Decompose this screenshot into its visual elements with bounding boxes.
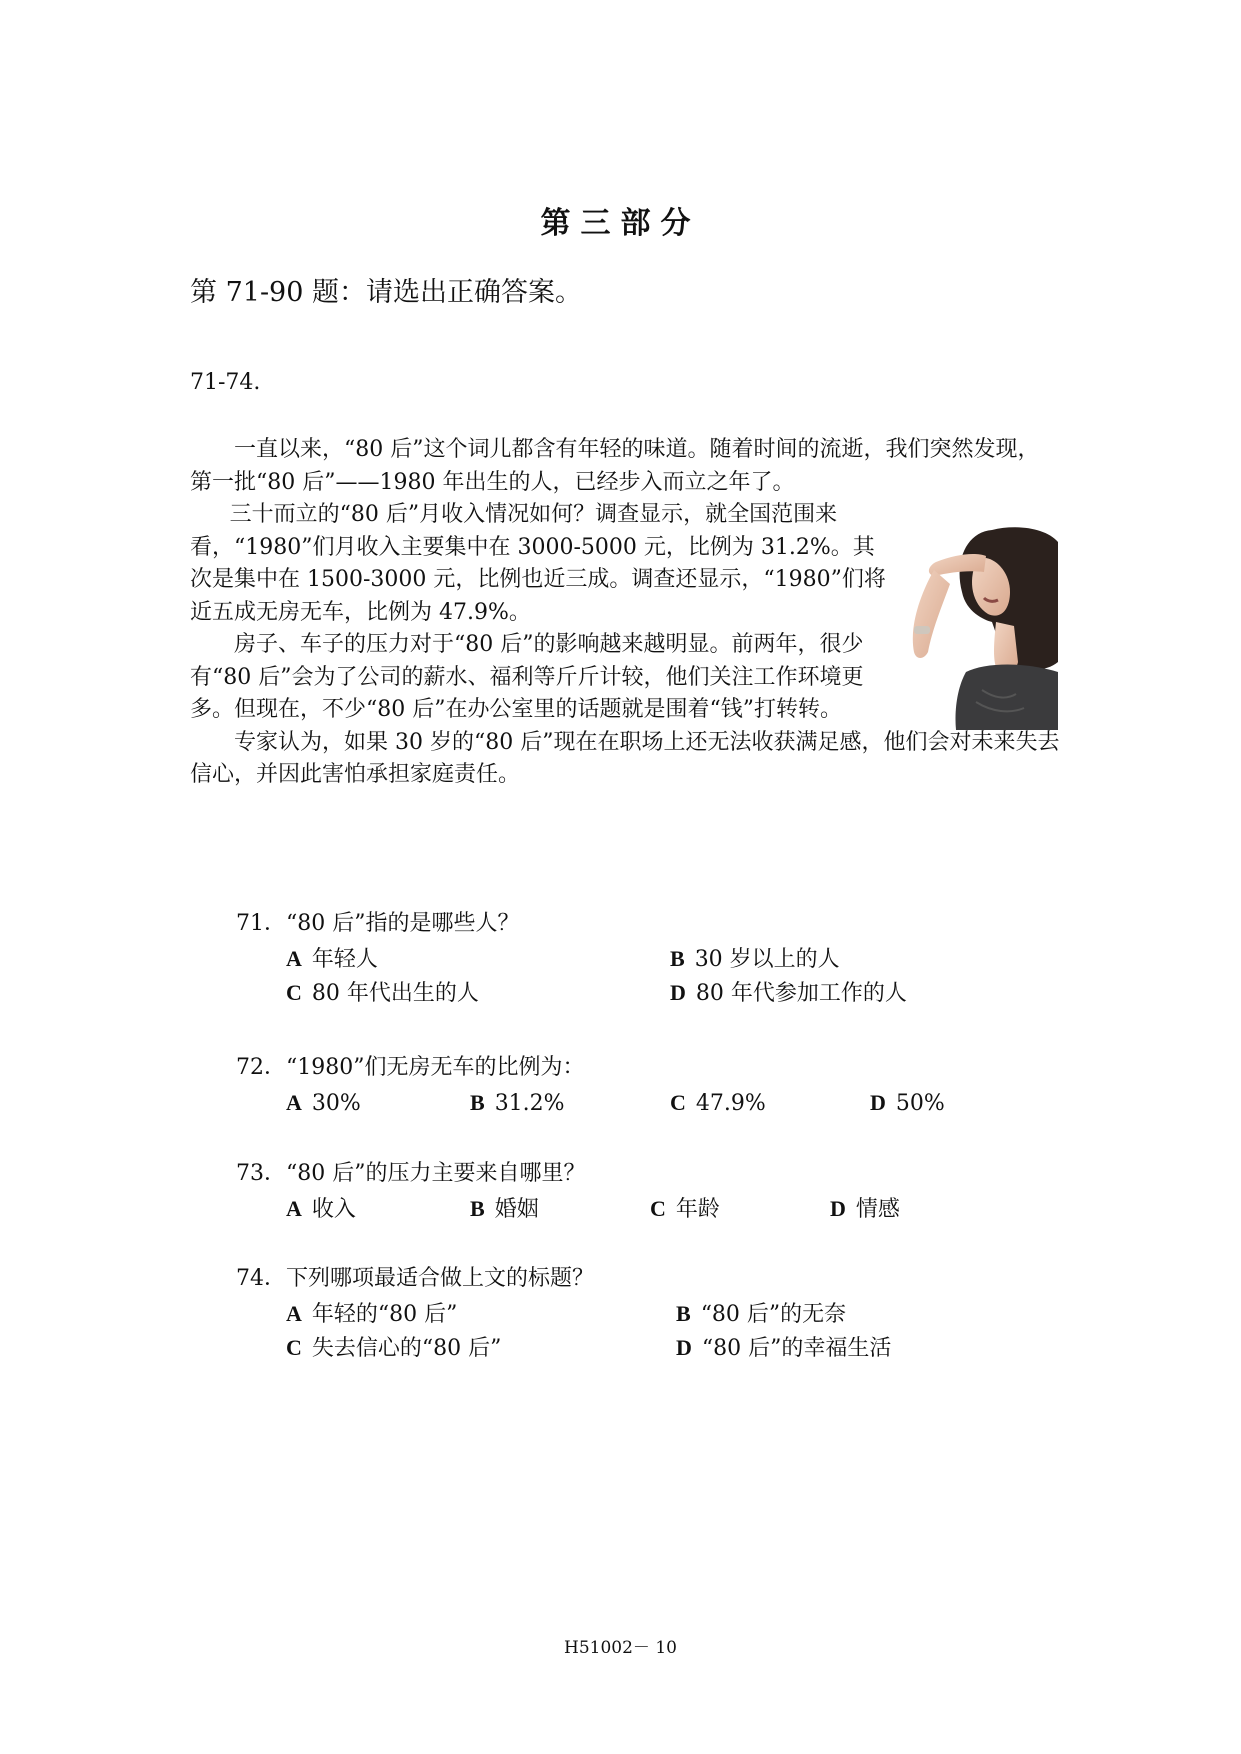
section-title: 第三部分 (540, 206, 701, 241)
option-d[interactable]: D 80 年代参加工作的人 (670, 980, 907, 1006)
option-c[interactable]: C 年龄 (650, 1196, 720, 1222)
passage-paragraph-2: 三十而立的“80 后”月收入情况如何？调查显示，就全国范围来看，“1980”们月收入主要集中在 3000-5000 元，比例为 31.2%。其次是集中在 1500-3000 元，比例也近三成。调查还显示，“1980”们将近五成无房无车，比例为 47.9%。 (190, 502, 886, 625)
passage-paragraph-4: 专家认为，如果 30 岁的“80 后”现在在职场上还无法收获满足感，他们会对未来失去信心，并因此害怕承担家庭责任。 (190, 729, 1060, 787)
page-footer: H51002－ 10 (564, 1638, 677, 1658)
option-a[interactable]: A 收入 (286, 1196, 356, 1222)
question-stem: 72．“1980”们无房无车的比例为： (236, 1055, 585, 1080)
question-range: 71-74. (190, 370, 261, 395)
option-a[interactable]: A 年轻人 (286, 946, 378, 972)
question-stem: 73．“80 后”的压力主要来自哪里？ (236, 1161, 586, 1186)
option-b[interactable]: B 31.2% (470, 1090, 565, 1116)
question-73 (236, 1157, 1036, 1227)
instruction: 第 71-90 题：请选出正确答案。 (190, 277, 583, 308)
question-74 (236, 1262, 1036, 1372)
option-b[interactable]: B “80 后”的无奈 (676, 1301, 847, 1327)
option-d[interactable]: D 情感 (830, 1196, 900, 1222)
option-c[interactable]: C 47.9% (670, 1090, 766, 1116)
stressed-woman-photo (906, 522, 1058, 730)
passage-paragraph-3: 房子、车子的压力对于“80 后”的影响越来越明显。前两年，很少有“80 后”会为了公司的薪水、福利等斤斤计较，他们关注工作环境更多。但现在，不少“80 后”在办公室里的话题就是围着“钱”打转转。 (190, 632, 864, 722)
passage-paragraph-1: 一直以来，“80 后”这个词儿都含有年轻的味道。随着时间的流逝，我们突然发现，第一批“80 后”——1980 年出生的人，已经步入而立之年了。 (190, 437, 1040, 495)
option-c[interactable]: C 80 年代出生的人 (286, 980, 479, 1006)
question-72 (236, 1051, 1036, 1121)
option-d[interactable]: D 50% (870, 1090, 945, 1116)
question-stem: 71．“80 后”指的是哪些人？ (236, 911, 520, 936)
option-d[interactable]: D “80 后”的幸福生活 (676, 1335, 892, 1361)
option-a[interactable]: A 30% (286, 1090, 361, 1116)
question-71 (236, 907, 1036, 1006)
option-a[interactable]: A 年轻的“80 后” (286, 1301, 458, 1327)
option-b[interactable]: B 婚姻 (470, 1196, 539, 1222)
option-c[interactable]: C 失去信心的“80 后” (286, 1335, 502, 1361)
question-stem: 74．下列哪项最适合做上文的标题？ (236, 1266, 594, 1291)
option-b[interactable]: B 30 岁以上的人 (670, 946, 840, 972)
